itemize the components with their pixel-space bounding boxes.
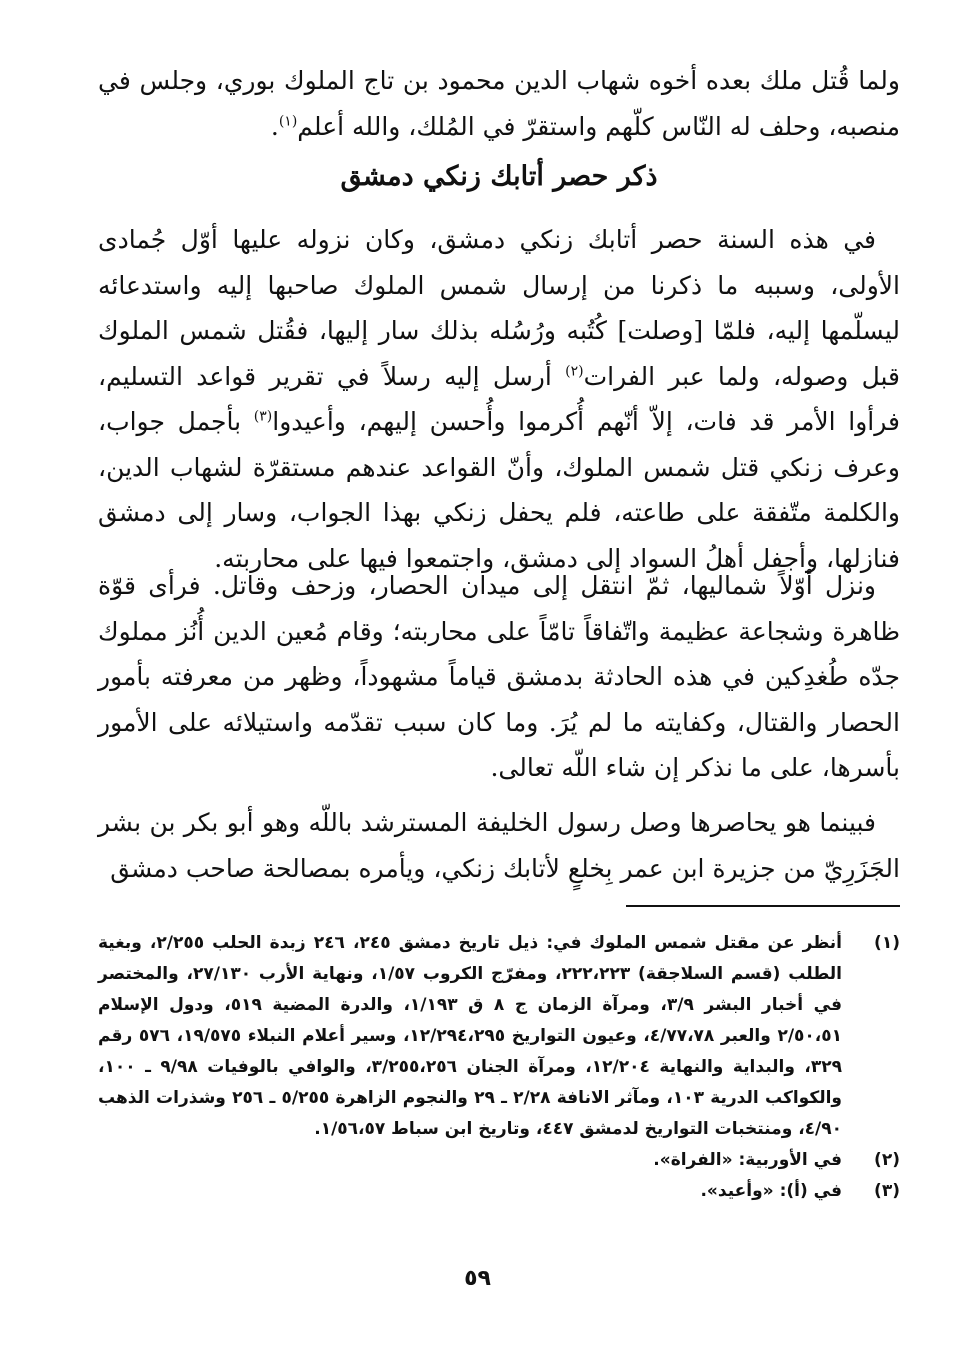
footnotes (98, 928, 900, 1207)
footnote-ref-2: (٢) (565, 363, 584, 380)
footnote-3 (98, 1176, 900, 1207)
footnote-2-number: (٢) (874, 1150, 900, 1170)
top-paragraph (98, 58, 900, 149)
footnote-3-text: في (أ): «وأعيد». (700, 1181, 842, 1201)
footnote-3-number: (٣) (874, 1181, 900, 1201)
paragraph-1-segment-3: بأجمل جواب، وعرف زنكي قتل شمس الملوك، وأنّ القواعد عندهم مستقرّة لشهاب الدين، والكلمة متّفقة على طاعته، فلم يحفل زنكي بهذا الجواب، وسار إلى دمشق فنازلها، وأجفل أهلُ السواد إلى دمشق، واجتمعوا فيها على محاربته. (98, 407, 900, 573)
page-number: ٥٩ (464, 1266, 491, 1291)
section-heading: ذكر حصر أتابك زنكي دمشق (340, 161, 658, 192)
paragraph-1-segment-1: في هذه السنة حصر أتابك زنكي دمشق، وكان نزوله عليها أوّل جُمادى الأولى، وسببه ما ذكرنا من إرسال شمس الملوك صاحبها إليه واستدعائه ليسلّمها إليه، فلمّا [وصلت] كُتُبه ورُسُله بذلك سار إليها، فقُتل شمس الملوك قبل وصوله، ولما عبر الفرات (98, 225, 900, 391)
paragraph-2: ونزل أوّلاً شماليها، ثمّ انتقل إلى ميدان الحصار، وزحف وقاتل. فرأى قوّة ظاهرة وشجاعة عظيمة واتّفاقاً تامّاً على محاربته؛ وقام مُعين الدين أُنُز مملوك جدّه طُغدِكين في هذه الحادثة بدمشق قياماً مشهوداً، وظهر من معرفته بأمور الحصار والقتال، وكفايته ما لم يُرَ. وما كان سبب تقدّمه واستيلائه على الأمور بأسرها، على ما نذكر إن شاء اللّه تعالى. (98, 571, 900, 782)
footnote-2-text: في الأوربية: «الفراة». (653, 1150, 842, 1170)
footnote-1 (98, 928, 900, 1145)
footnote-2 (98, 1145, 900, 1176)
footnote-ref-3: (٣) (253, 408, 273, 425)
footnote-1-text: أنظر عن مقتل شمس الملوك في: ذيل تاريخ دمشق ٢٤٥، ٢٤٦ زبدة الحلب ٢/٢٥٥، وبغية الطلب (قسم السلاجقة) ٢٢٢،٢٢٣، ومفرّج الكروب ١/٥٧، ونهاية الأرب ٢٧/١٣٠، والمختصر في أخبار البشر ٣/٩، ومرآة الزمان ج ٨ ق ١/١٩٣، والدرة المضية ٥١٩، ودول الإسلام ٢/٥٠،٥١ والعبر ٤/٧٧،٧٨، وعيون التواريخ ١٢/٢٩٤،٢٩٥، وسير أعلام النبلاء ١٩/٥٧٥، ٥٧٦ رقم ٣٢٩، والبداية والنهاية ١٢/٢٠٤، ومرآة الجنان ٣/٢٥٥،٢٥٦، والوافي بالوفيات ٩/٩٨ ـ ١٠٠، والكواكب الدرية ١٠٣، ومآثر الانافة ٢/٢٨ ـ ٢٩ والنجوم الزاهرة ٥/٢٥٥ ـ ٢٥٦ وشذرات الذهب ٤/٩٠، ومنتخبات التواريخ لدمشق ٤٤٧، وتاريخ ابن سباط ١/٥٦،٥٧. (98, 933, 843, 1139)
paragraph-3: فبينما هو يحاصرها وصل رسول الخليفة المسترشد باللّه وهو أبو بكر بن بشر الجَزَرِيّ من جزيرة ابن عمر بِخلعٍ لأتابك زنكي، ويأمره بمصالحة صاحب دمشق (98, 808, 900, 883)
footnote-ref-1: (١) (278, 113, 298, 130)
top-paragraph-text: ولما قُتل ملك بعده أخوه شهاب الدين محمود بن تاج الملوك بوري، وجلس في منصبه، وحلف له النّاس كلّهم واستقرّ في المُلك، والله أعلم (98, 66, 900, 141)
top-paragraph-end: . (270, 111, 279, 141)
paragraph-1-segment-2: أرسل إليه رسلاً في تقرير قواعد التسليم، فرأوا الأمر قد فات، إلاّ أنّهم أُكرموا وأُحسن إليهم، وأعيدوا (98, 361, 900, 436)
footnote-separator (626, 905, 900, 907)
paragraph-1 (98, 217, 900, 581)
footnote-1-number: (١) (874, 933, 900, 953)
